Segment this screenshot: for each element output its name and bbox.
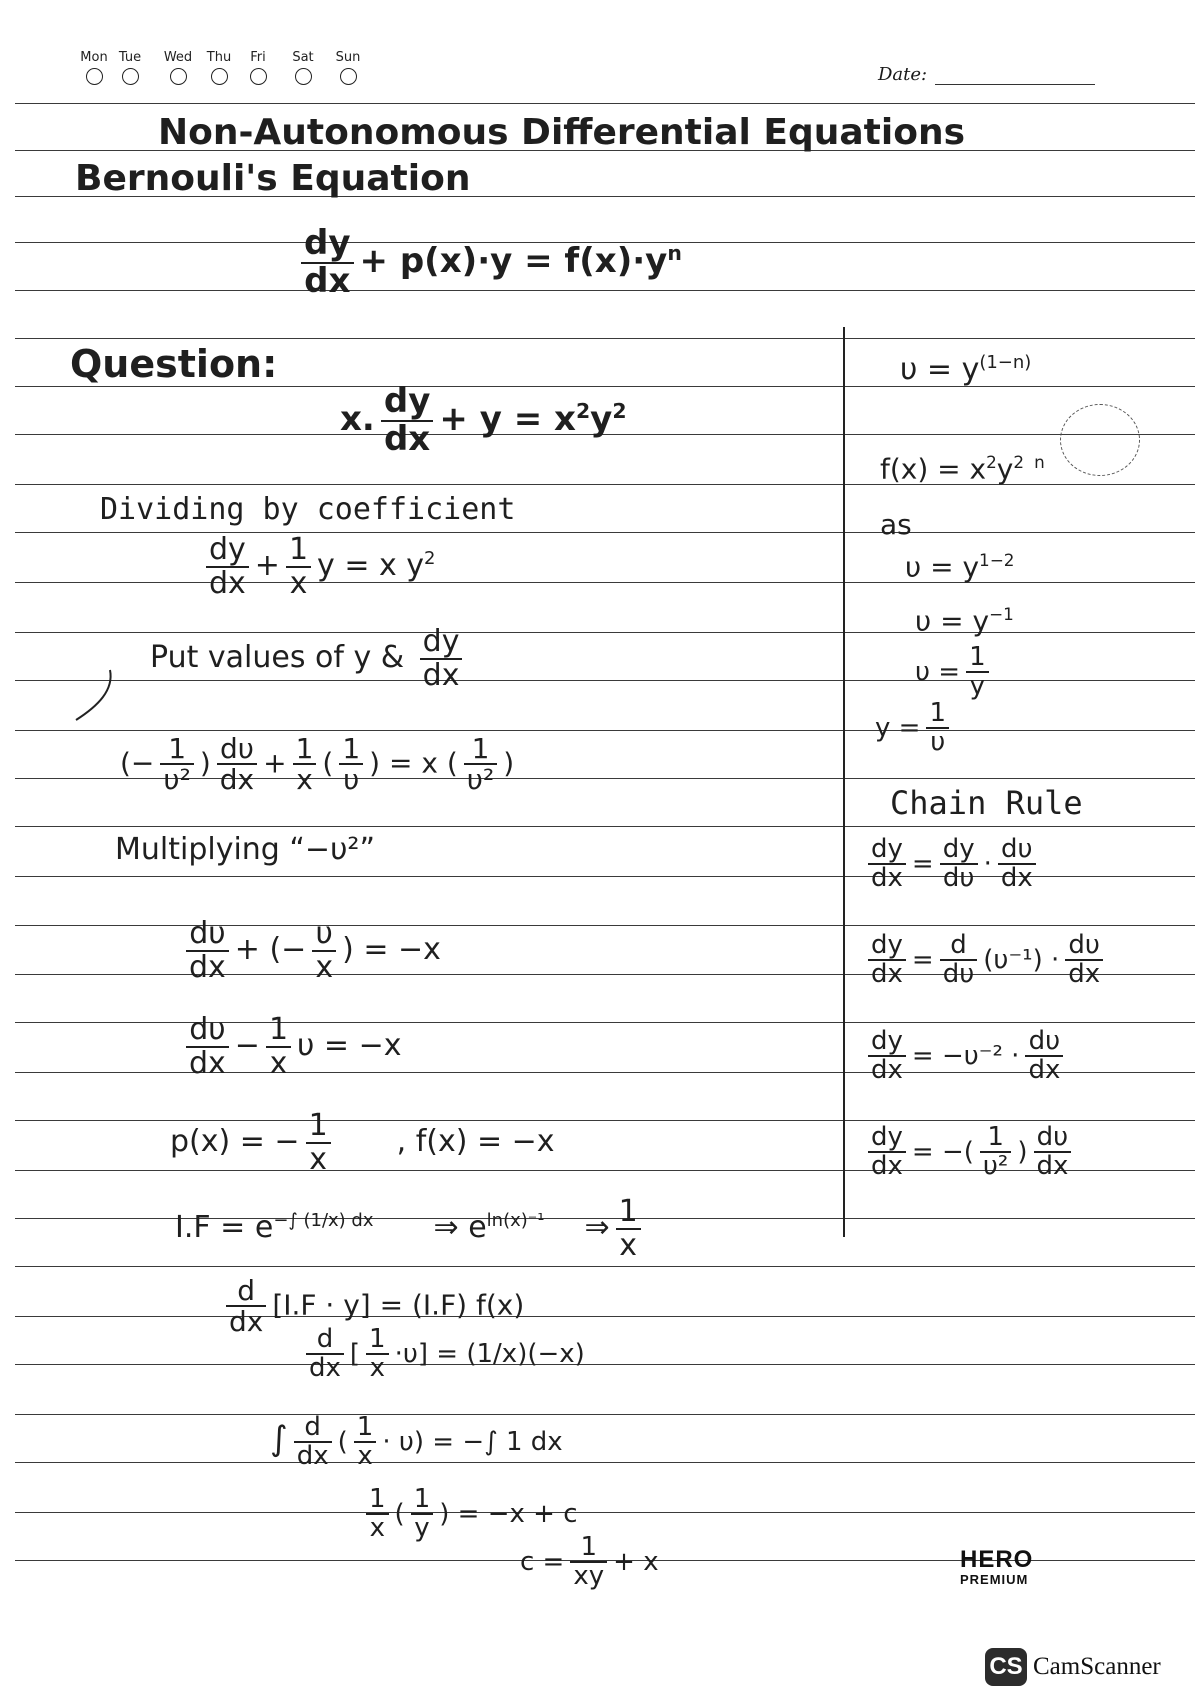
step-equation-a: $\frac{d\upsilon}{dx}$ + (− $\frac{\upsilon}{x}$ ) = −x (180, 918, 441, 983)
side-line-4: y = $\frac{1}{\upsilon}$ (875, 700, 955, 757)
fraction: $\frac{dy}{dx}$ (301, 226, 354, 299)
arrow-annotation (70, 666, 120, 726)
rule-line (15, 1266, 1195, 1267)
arrow-stroke (76, 670, 111, 720)
fraction: $\frac{1}{xy}$ (570, 1534, 607, 1591)
fraction: $\frac{dy}{dx}$ (868, 836, 906, 893)
derivation-line-1: $\frac{d}{dx}$ [I.F · y] = (I.F) f(x) (220, 1276, 524, 1337)
fraction: $\frac{1}{x}$ (293, 734, 317, 795)
side-u-definition: $\upsilon = y^{(1-n)}$ (900, 352, 1032, 387)
fraction: $\frac{d\upsilon}{dx}$ (186, 918, 229, 983)
derivation-line-5: c = $\frac{1}{xy}$ + x (520, 1532, 659, 1592)
rule-line (15, 338, 1195, 339)
fraction: $\frac{1}{x}$ (616, 1196, 641, 1261)
fraction: $\frac{d}{dx}$ (294, 1414, 332, 1471)
day-label: Thu (206, 50, 232, 65)
fraction: $\frac{d\upsilon}{dx}$ (998, 836, 1036, 893)
weekday-selector (72, 50, 392, 100)
fraction: $\frac{1}{\text{υ²}}$ (464, 734, 497, 795)
side-line-1: $\upsilon = y^{1-2}$ (905, 550, 1015, 584)
fraction: $\frac{d}{d\upsilon}$ (940, 932, 978, 989)
camscanner-logo-icon: CS (985, 1648, 1027, 1686)
circle-icon (211, 68, 228, 85)
general-form-equation: $\frac{dy}{dx}$ + $p(x)\cdot y = f(x)\cdot y^n$ (295, 226, 682, 299)
fraction: $\frac{d\upsilon}{dx}$ (1034, 1124, 1072, 1181)
fraction: $\frac{d\upsilon}{dx}$ (217, 734, 257, 795)
rule-line (15, 1316, 1195, 1317)
day-label: Mon (80, 50, 108, 65)
rule-line (15, 1364, 1195, 1365)
day-label: Fri (250, 50, 266, 65)
side-line-2: $\upsilon = y^{-1}$ (915, 604, 1014, 638)
fraction: $\frac{d\upsilon}{dx}$ (1065, 932, 1103, 989)
side-f-definition: $f(x) = x^2y^2$ $^n$ (880, 452, 1045, 486)
fraction: $\frac{1}{x}$ (366, 1326, 389, 1383)
chain-rule-line-2: $\frac{dy}{dx}$ = $\frac{d}{d\upsilon}$ (υ⁻¹) · $\frac{d\upsilon}{dx}$ (862, 932, 1109, 989)
fraction: $\frac{1}{y}$ (966, 644, 989, 701)
fraction: $\frac{d\upsilon}{dx}$ (1025, 1028, 1063, 1085)
fraction: $\frac{dy}{dx}$ (868, 1124, 906, 1181)
fraction: $\frac{1}{x}$ (306, 1110, 331, 1175)
note-circle (1060, 404, 1140, 476)
put-values-text: Put values of y & $\frac{dy}{dx}$ (150, 626, 468, 691)
fraction: $\frac{dy}{dx}$ (381, 384, 434, 457)
day-label: Sat (292, 50, 314, 65)
chain-rule-line-4: $\frac{dy}{dx}$ = −( $\frac{1}{\text{υ²}}$ ) $\frac{d\upsilon}{dx}$ (862, 1124, 1077, 1181)
rule-line (15, 532, 1195, 533)
rule-line (15, 1414, 1195, 1415)
fraction: $\frac{dy}{dx}$ (420, 626, 463, 691)
fraction: $\frac{d}{dx}$ (226, 1276, 266, 1337)
circle-icon (170, 68, 187, 85)
hero-text: HERO (960, 1546, 1034, 1573)
question-equation: x. $\frac{dy}{dx}$ + $y = x^2y^2$ (340, 381, 627, 459)
fraction: $\frac{dy}{d\upsilon}$ (940, 836, 978, 893)
rule-line (15, 1512, 1195, 1513)
chain-rule-heading: Chain Rule (890, 784, 1083, 822)
day-label: Wed (163, 50, 193, 65)
divided-equation: $\frac{dy}{dx}$ + $\frac{1}{x}$ y = x $y^2$ (200, 534, 436, 599)
fraction: $\frac{1}{x}$ (354, 1414, 377, 1471)
derivation-line-3: ∫ $\frac{d}{dx}$ ( $\frac{1}{x}$ · υ) = −∫ 1 dx (270, 1412, 563, 1472)
column-divider (843, 327, 845, 1237)
rule-line (15, 826, 1195, 827)
day-tue (108, 50, 152, 85)
substituted-equation: (− $\frac{1}{\text{υ²}}$ ) $\frac{d\upsilon}{dx}$ + $\frac{1}{x}$ ( $\frac{1}{\upsilon}$ ) = x ( $\frac{1}{\text{υ²}}$ ) (120, 732, 515, 797)
fraction: $\frac{1}{\text{υ²}}$ (160, 734, 193, 795)
fraction: $\frac{dy}{dx}$ (868, 932, 906, 989)
fraction: $\frac{dy}{dx}$ (868, 1028, 906, 1085)
date-line (935, 84, 1095, 85)
fraction: $\frac{d\upsilon}{dx}$ (186, 1014, 229, 1079)
chain-rule-line-3: $\frac{dy}{dx}$ = −υ⁻² · $\frac{d\upsilon}{dx}$ (862, 1028, 1069, 1085)
fraction: $\frac{1}{y}$ (411, 1486, 434, 1543)
question-label: Question: (70, 342, 278, 386)
day-fri (236, 50, 280, 85)
rule-line (15, 730, 1195, 731)
premium-text: PREMIUM (960, 1572, 1029, 1587)
hero-premium-watermark (960, 1548, 1033, 1587)
chain-rule-line-1: $\frac{dy}{dx}$ = $\frac{dy}{d\upsilon}$ · $\frac{d\upsilon}{dx}$ (862, 836, 1042, 893)
circle-icon (122, 68, 139, 85)
fraction: $\frac{1}{x}$ (266, 1014, 291, 1079)
circle-icon (340, 68, 357, 85)
fraction: $\frac{d}{dx}$ (306, 1326, 344, 1383)
dividing-text: Dividing by coefficient (100, 492, 516, 527)
day-sat (281, 50, 325, 85)
fraction: $\frac{1}{x}$ (366, 1486, 389, 1543)
integrating-factor-line: $I.F = e^{-\int (1/x) dx}$ ⇒ $e^{ln(x)^{-1}}$ ⇒ $\frac{1}{x}$ (175, 1196, 647, 1261)
day-wed (156, 50, 200, 85)
fraction: $\frac{1}{\upsilon}$ (339, 734, 363, 795)
fraction: $\frac{dy}{dx}$ (206, 534, 249, 599)
camscanner-text: CamScanner (1033, 1653, 1161, 1680)
camscanner-watermark (985, 1648, 1161, 1686)
day-label: Tue (118, 50, 142, 65)
circle-icon (250, 68, 267, 85)
subtitle: Bernouli's Equation (75, 158, 471, 199)
side-line-3: υ = $\frac{1}{y}$ (915, 644, 995, 701)
side-as: as (880, 508, 912, 541)
fraction: $\frac{1}{x}$ (286, 534, 311, 599)
day-thu (197, 50, 241, 85)
rule-line (15, 582, 1195, 583)
fraction: $\frac{\upsilon}{x}$ (312, 918, 336, 983)
p-and-f-definition: p(x) = − $\frac{1}{x}$ , f(x) = −x (170, 1108, 555, 1177)
date-label: Date: (878, 64, 928, 85)
rule-line (15, 103, 1195, 104)
page-title: Non-Autonomous Differential Equations (158, 112, 965, 153)
day-label: Sun (335, 50, 361, 65)
derivation-line-2: $\frac{d}{dx}$ [ $\frac{1}{x}$ ·υ] = (1/x)(−x) (300, 1326, 585, 1383)
circle-icon (295, 68, 312, 85)
rule-line (15, 1462, 1195, 1463)
fraction: $\frac{1}{\upsilon}$ (926, 700, 949, 757)
circle-icon (86, 68, 103, 85)
multiplying-text: Multiplying “−υ²” (115, 832, 375, 867)
step-equation-b: $\frac{d\upsilon}{dx}$ − $\frac{1}{x}$ υ = −x (180, 1014, 402, 1079)
day-sun (326, 50, 370, 85)
fraction: $\frac{1}{\text{υ²}}$ (980, 1124, 1011, 1181)
derivation-line-4: $\frac{1}{x}$ ( $\frac{1}{y}$ ) = −x + c (360, 1486, 578, 1543)
